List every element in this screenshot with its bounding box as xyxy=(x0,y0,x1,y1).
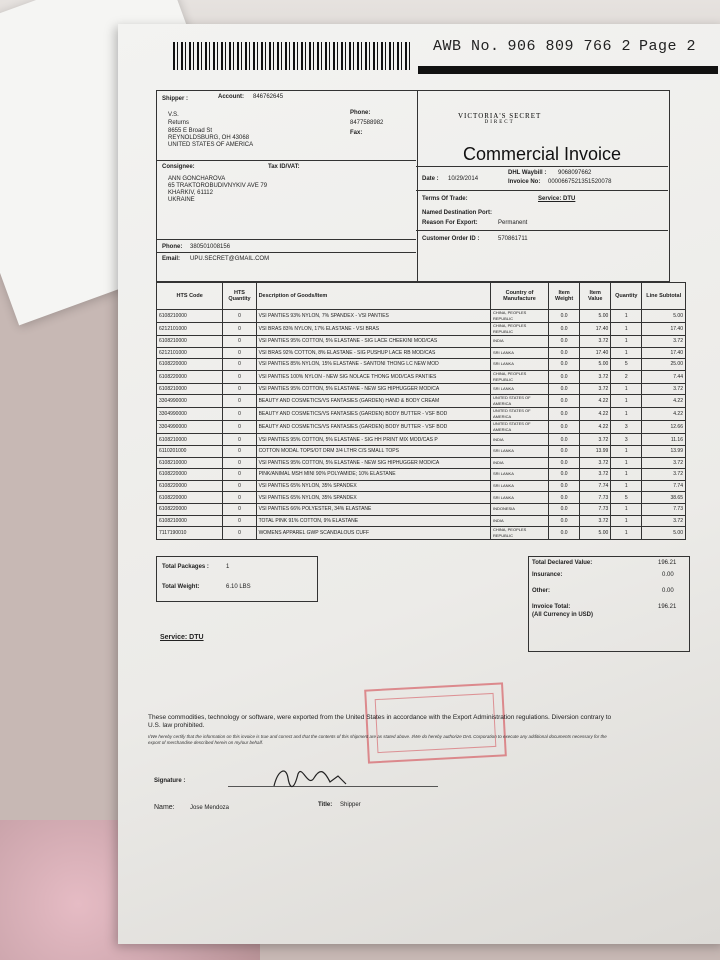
barcode xyxy=(173,42,413,70)
order-value: 570861711 xyxy=(498,236,528,242)
order-label: Customer Order ID : xyxy=(422,236,480,242)
brand-logo: VICTORIA'S SECRET DIRECT xyxy=(458,112,542,125)
table-cell: 7.74 xyxy=(642,480,686,492)
account-label: Account: xyxy=(218,94,244,100)
awb-label: AWB No. xyxy=(433,38,500,55)
page-title: Commercial Invoice xyxy=(463,144,622,164)
email-label: Email: xyxy=(162,256,181,262)
weight-label: Total Weight: xyxy=(162,584,200,590)
table-cell: VSI PANTIES 95% COTTON, 5% ELASTANE - NEW SIG HIPHUGGER MOD/CA xyxy=(256,457,490,469)
terms-label: Terms Of Trade: xyxy=(422,196,468,202)
waybill-value: 9068097662 xyxy=(558,170,592,176)
title-label: Title: xyxy=(318,802,333,808)
table-cell: INDIA xyxy=(490,336,548,348)
table-cell: 38.65 xyxy=(642,492,686,504)
table-cell: 0.0 xyxy=(549,434,580,446)
table-cell: 0.0 xyxy=(549,480,580,492)
table-row xyxy=(157,370,686,383)
table-cell: 7.73 xyxy=(580,503,611,515)
table-cell: 0 xyxy=(223,434,256,446)
consignee-phone: 380501008156 xyxy=(190,244,231,250)
col-value: Item Value xyxy=(580,283,611,310)
table-cell: 6108210000 xyxy=(157,336,223,348)
table-cell: 3.72 xyxy=(580,469,611,481)
title-value: Shipper xyxy=(340,802,361,808)
table-row xyxy=(157,383,686,395)
table-cell: SRI LANKA xyxy=(490,347,548,359)
table-row xyxy=(157,408,686,421)
col-weight: Item Weight xyxy=(549,283,580,310)
table-cell: VSI BRAS 92% COTTON, 8% ELASTANE - SIG PUSHUP LACE RB MOD/CAS xyxy=(256,347,490,359)
table-cell: 0.0 xyxy=(549,336,580,348)
export-statement: These commodities, technology or software, were exported from the United States in accordance with the Export Administration regulations. Diversion contrary to U.S. law prohibited. xyxy=(148,714,612,729)
col-subtotal: Line Subtotal xyxy=(642,283,686,310)
awb-number: 906 809 766 2 xyxy=(507,38,632,55)
table-cell: 0.0 xyxy=(549,503,580,515)
table-cell: 6108220000 xyxy=(157,492,223,504)
table-cell: 4.22 xyxy=(642,395,686,408)
table-cell: 4.22 xyxy=(580,408,611,421)
insurance-value: 0.00 xyxy=(662,572,674,578)
table-row xyxy=(157,434,686,446)
shipper-label: Shipper : xyxy=(162,96,189,102)
packages-label: Total Packages : xyxy=(162,564,209,570)
table-cell: 1 xyxy=(611,408,642,421)
table-cell: 5.00 xyxy=(642,527,686,540)
table-cell: 0 xyxy=(223,421,256,434)
declared-label: Total Declared Value: xyxy=(532,560,593,566)
table-cell: 25.00 xyxy=(642,359,686,371)
table-cell: 6212101000 xyxy=(157,323,223,336)
table-cell: VSI PANTIES 85% NYLON, 15% ELASTANE - SANTONI THONG LC NEW MOD xyxy=(256,359,490,371)
table-cell: 3 xyxy=(611,421,642,434)
table-cell: 6108210000 xyxy=(157,383,223,395)
table-cell: VSI PANTIES 66% POLYESTER, 34% ELASTANE xyxy=(256,503,490,515)
table-cell: 1 xyxy=(611,480,642,492)
table-cell: 17.40 xyxy=(580,347,611,359)
table-cell: 3.72 xyxy=(580,457,611,469)
table-cell: 1 xyxy=(611,395,642,408)
table-cell: 7.44 xyxy=(642,370,686,383)
table-cell: 0 xyxy=(223,527,256,540)
table-cell: 3 xyxy=(611,434,642,446)
table-cell: 0.0 xyxy=(549,359,580,371)
table-cell: 0 xyxy=(223,347,256,359)
date-value: 10/29/2014 xyxy=(448,176,479,182)
table-cell: VSI PANTIES 65% NYLON, 35% SPANDEX xyxy=(256,480,490,492)
table-cell: INDIA xyxy=(490,515,548,527)
consignee-label: Consignee: xyxy=(162,164,195,170)
table-row xyxy=(157,445,686,457)
table-row xyxy=(157,310,686,323)
table-cell: 3.72 xyxy=(580,336,611,348)
table-cell: 6212101000 xyxy=(157,347,223,359)
table-row xyxy=(157,421,686,434)
table-cell: 3.72 xyxy=(580,515,611,527)
table-cell: VSI PANTIES 95% COTTON, 5% ELASTANE - SIG LACE CHEEKINI MOD/CAS xyxy=(256,336,490,348)
table-cell: SRI LANKA xyxy=(490,492,548,504)
table-cell: INDONESIA xyxy=(490,503,548,515)
table-cell: 17.40 xyxy=(642,347,686,359)
table-cell: COTTON MODAL TOPS/OT DRM 3/4 LTHR C/S SMALL TOPS xyxy=(256,445,490,457)
table-cell: 6108220000 xyxy=(157,480,223,492)
certification-statement: I/We hereby certify that the information on this invoice is true and correct and that the contents of this shipment are as stated above. I/We do hereby authorize DHL Corporation to execute any additional documents necessary for the export of merchandise described herein on my/our behalf. xyxy=(148,734,607,745)
other-label: Other: xyxy=(532,588,550,594)
table-cell: 6108220000 xyxy=(157,370,223,383)
table-cell: 5 xyxy=(611,492,642,504)
email-value: UPU.SECRET@GMAIL.COM xyxy=(190,256,270,262)
table-cell: 3.72 xyxy=(580,434,611,446)
table-cell: SRI LANKA xyxy=(490,480,548,492)
name-value: Jose Mendoza xyxy=(190,805,230,811)
consignee-line-2: 65 TRAKTOROBUDIVNYKIV AVE 79 xyxy=(168,183,268,189)
table-cell: 0 xyxy=(223,359,256,371)
table-cell: VSI PANTIES 65% NYLON, 35% SPANDEX xyxy=(256,492,490,504)
table-cell: 0.0 xyxy=(549,383,580,395)
consignee-line-4: UKRAINE xyxy=(168,197,195,203)
table-cell: 7117190010 xyxy=(157,527,223,540)
table-cell: UNITED STATES OF AMERICA xyxy=(490,408,548,421)
table-row xyxy=(157,492,686,504)
table-cell: 2 xyxy=(611,370,642,383)
invoice-total-value: 196.21 xyxy=(658,604,677,610)
table-cell: 3.72 xyxy=(642,457,686,469)
reason-value: Permanent xyxy=(498,220,528,226)
table-header-row xyxy=(157,283,686,310)
table-cell: VSI BRAS 83% NYLON, 17% ELASTANE - VSI BRAS xyxy=(256,323,490,336)
table-cell: 0 xyxy=(223,395,256,408)
table-cell: 6108220000 xyxy=(157,469,223,481)
table-cell: VSI PANTIES 100% NYLON - NEW SIG NOLACE THONG MOD/CAS PANTIES xyxy=(256,370,490,383)
table-cell: 3.72 xyxy=(580,370,611,383)
table-cell: 0 xyxy=(223,310,256,323)
insurance-label: Insurance: xyxy=(532,572,563,578)
table-row xyxy=(157,515,686,527)
weight-value: 6.10 LBS xyxy=(226,584,251,590)
table-cell: 0 xyxy=(223,370,256,383)
page-number: Page 2 xyxy=(639,38,697,55)
table-cell: 5 xyxy=(611,359,642,371)
invoice-no-label: Invoice No: xyxy=(508,179,541,185)
table-row xyxy=(157,323,686,336)
table-cell: 4.22 xyxy=(642,408,686,421)
invoice-total-label: Invoice Total: xyxy=(532,604,571,610)
table-cell: SRI LANKA xyxy=(490,469,548,481)
table-cell: 1 xyxy=(611,469,642,481)
table-cell: 0.0 xyxy=(549,310,580,323)
table-cell: 13.99 xyxy=(642,445,686,457)
col-hts-qty: HTS Quantity xyxy=(223,283,256,310)
table-cell: 3304990000 xyxy=(157,408,223,421)
table-cell: 0 xyxy=(223,445,256,457)
table-cell: 0 xyxy=(223,469,256,481)
table-cell: 1 xyxy=(611,383,642,395)
table-cell: CHINA, PEOPLES REPUBLIC xyxy=(490,310,548,323)
table-cell: 1 xyxy=(611,527,642,540)
awb-header xyxy=(433,38,704,55)
table-cell: 0.0 xyxy=(549,445,580,457)
table-cell: BEAUTY AND COSMETICS/VS FANTASIES (GARDEN) BODY BUTTER - VSF BOD xyxy=(256,408,490,421)
consignee-line-1: ANN GONCHAROVA xyxy=(168,176,226,182)
table-cell: 0.0 xyxy=(549,395,580,408)
table-cell: 4.22 xyxy=(580,395,611,408)
table-cell: 0 xyxy=(223,492,256,504)
col-hts-code: HTS Code xyxy=(157,283,223,310)
table-cell: 0 xyxy=(223,408,256,421)
table-row xyxy=(157,336,686,348)
table-cell: TOTAL PINK 91% COTTON, 9% ELASTANE xyxy=(256,515,490,527)
reason-label: Reason For Export: xyxy=(422,220,478,226)
table-cell: 13.99 xyxy=(580,445,611,457)
goods-table xyxy=(156,282,686,540)
table-cell: 0.0 xyxy=(549,457,580,469)
table-cell: 7.73 xyxy=(580,492,611,504)
table-cell: 5.00 xyxy=(580,527,611,540)
table-cell: 0.0 xyxy=(549,515,580,527)
handwritten-signature xyxy=(268,760,358,794)
table-cell: 17.40 xyxy=(580,323,611,336)
table-cell: VSI PANTIES 95% COTTON, 5% ELASTANE - SIG HH PRINT MIX MOD/CAS P xyxy=(256,434,490,446)
table-cell: 7.74 xyxy=(580,480,611,492)
account-value: 846762645 xyxy=(253,94,284,100)
table-cell: CHINA, PEOPLES REPUBLIC xyxy=(490,370,548,383)
table-row xyxy=(157,395,686,408)
consignee-line-3: KHARKIV, 61112 xyxy=(168,190,213,196)
table-cell: 6108210000 xyxy=(157,515,223,527)
table-cell: 1 xyxy=(611,457,642,469)
table-cell: 0.0 xyxy=(549,323,580,336)
service-label: Service: DTU xyxy=(538,196,576,202)
table-row xyxy=(157,527,686,540)
declared-value: 196.21 xyxy=(658,560,677,566)
currency-note: (All Currency in USD) xyxy=(532,612,594,618)
table-row xyxy=(157,347,686,359)
table-cell: 0.0 xyxy=(549,469,580,481)
table-cell: UNITED STATES OF AMERICA xyxy=(490,421,548,434)
table-cell: 3304990000 xyxy=(157,421,223,434)
table-cell: 6108210000 xyxy=(157,310,223,323)
table-row xyxy=(157,503,686,515)
col-quantity: Quantity xyxy=(611,283,642,310)
date-label: Date : xyxy=(422,176,439,182)
table-cell: 3.72 xyxy=(580,383,611,395)
table-cell: VSI PANTIES 93% NYLON, 7% SPANDEX - VSI PANTIES xyxy=(256,310,490,323)
table-cell: 1 xyxy=(611,310,642,323)
table-cell: 0.0 xyxy=(549,347,580,359)
table-cell: 0 xyxy=(223,383,256,395)
table-cell: 1 xyxy=(611,347,642,359)
packages-value: 1 xyxy=(226,564,230,570)
table-cell: 5.00 xyxy=(642,310,686,323)
waybill-label: DHL Waybill : xyxy=(508,170,547,176)
packages-box xyxy=(156,556,318,602)
table-cell: CHINA, PEOPLES REPUBLIC xyxy=(490,527,548,540)
table-cell: SRI LANKA xyxy=(490,383,548,395)
table-cell: 0.0 xyxy=(549,421,580,434)
table-cell: 6108220000 xyxy=(157,503,223,515)
table-cell: 5.00 xyxy=(580,359,611,371)
shipper-line-1: V.S. xyxy=(168,112,179,118)
table-cell: 1 xyxy=(611,503,642,515)
shipper-line-4: REYNOLDSBURG, OH 43068 xyxy=(168,135,250,141)
table-cell: 17.40 xyxy=(642,323,686,336)
port-label: Named Destination Port: xyxy=(422,210,493,216)
shipper-fax-label: Fax: xyxy=(350,130,363,136)
table-cell: 6108210000 xyxy=(157,434,223,446)
name-label: Name: xyxy=(154,804,175,811)
table-row xyxy=(157,457,686,469)
shipper-line-3: 8655 E Broad St xyxy=(168,128,213,134)
service-footer: Service: DTU xyxy=(160,634,204,641)
table-cell: INDIA xyxy=(490,434,548,446)
signature-label: Signature : xyxy=(154,778,186,784)
table-cell: 1 xyxy=(611,515,642,527)
table-cell: 3.72 xyxy=(642,383,686,395)
table-cell: 6110201000 xyxy=(157,445,223,457)
table-cell: UNITED STATES OF AMERICA xyxy=(490,395,548,408)
table-cell: INDIA xyxy=(490,457,548,469)
table-cell: VSI PANTIES 95% COTTON, 5% ELASTANE - NEW SIG HIPHUGGER MOD/CA xyxy=(256,383,490,395)
shipper-phone-label: Phone: xyxy=(350,110,371,116)
table-cell: 0 xyxy=(223,503,256,515)
shipper-line-2: Returns xyxy=(168,120,190,126)
shipper-phone: 8477588982 xyxy=(350,120,384,126)
table-cell: 0.0 xyxy=(549,492,580,504)
table-row xyxy=(157,359,686,371)
table-cell: 0 xyxy=(223,480,256,492)
table-cell: 0 xyxy=(223,323,256,336)
table-cell: 11.16 xyxy=(642,434,686,446)
shipper-line-5: UNITED STATES OF AMERICA xyxy=(168,142,254,148)
table-cell: 0 xyxy=(223,457,256,469)
header-bar xyxy=(418,66,718,74)
table-cell: 0.0 xyxy=(549,527,580,540)
table-cell: 3.72 xyxy=(642,469,686,481)
table-cell: 5.00 xyxy=(580,310,611,323)
table-cell: 0 xyxy=(223,336,256,348)
table-cell: 3304990000 xyxy=(157,395,223,408)
table-cell: 0.0 xyxy=(549,370,580,383)
col-country: Country of Manufacture xyxy=(490,283,548,310)
table-cell: WOMENS APPAREL GWP SCANDALOUS CUFF xyxy=(256,527,490,540)
table-cell: 3.72 xyxy=(642,336,686,348)
consignee-phone-label: Phone: xyxy=(162,244,183,250)
table-cell: 1 xyxy=(611,323,642,336)
table-cell: 12.66 xyxy=(642,421,686,434)
table-row xyxy=(157,480,686,492)
table-cell: BEAUTY AND COSMETICS/VS FANTASIES (GARDEN) BODY BUTTER - VSF BOD xyxy=(256,421,490,434)
table-cell: 7.73 xyxy=(642,503,686,515)
table-cell: PINK/ANIMAL MSH MINI 90% POLYAMIDE; 10% ELASTANE xyxy=(256,469,490,481)
col-description: Description of Goods/Item xyxy=(256,283,490,310)
invoice-sheet xyxy=(118,24,720,944)
table-cell: BEAUTY AND COSMETICS/VS FANTASIES (GARDEN) HAND & BODY CREAM xyxy=(256,395,490,408)
table-cell: 1 xyxy=(611,336,642,348)
table-cell: 1 xyxy=(611,445,642,457)
table-cell: 6108210000 xyxy=(157,457,223,469)
other-value: 0.00 xyxy=(662,588,674,594)
table-cell: 4.22 xyxy=(580,421,611,434)
tax-label: Tax ID/VAT: xyxy=(268,164,300,170)
table-cell: 0 xyxy=(223,515,256,527)
table-cell: 0.0 xyxy=(549,408,580,421)
invoice-no-value: 0000667521351520078 xyxy=(548,179,612,185)
table-cell: 3.72 xyxy=(642,515,686,527)
table-cell: 6108220000 xyxy=(157,359,223,371)
table-cell: SRI LANKA xyxy=(490,359,548,371)
table-row xyxy=(157,469,686,481)
table-cell: CHINA, PEOPLES REPUBLIC xyxy=(490,323,548,336)
table-cell: SRI LANKA xyxy=(490,445,548,457)
